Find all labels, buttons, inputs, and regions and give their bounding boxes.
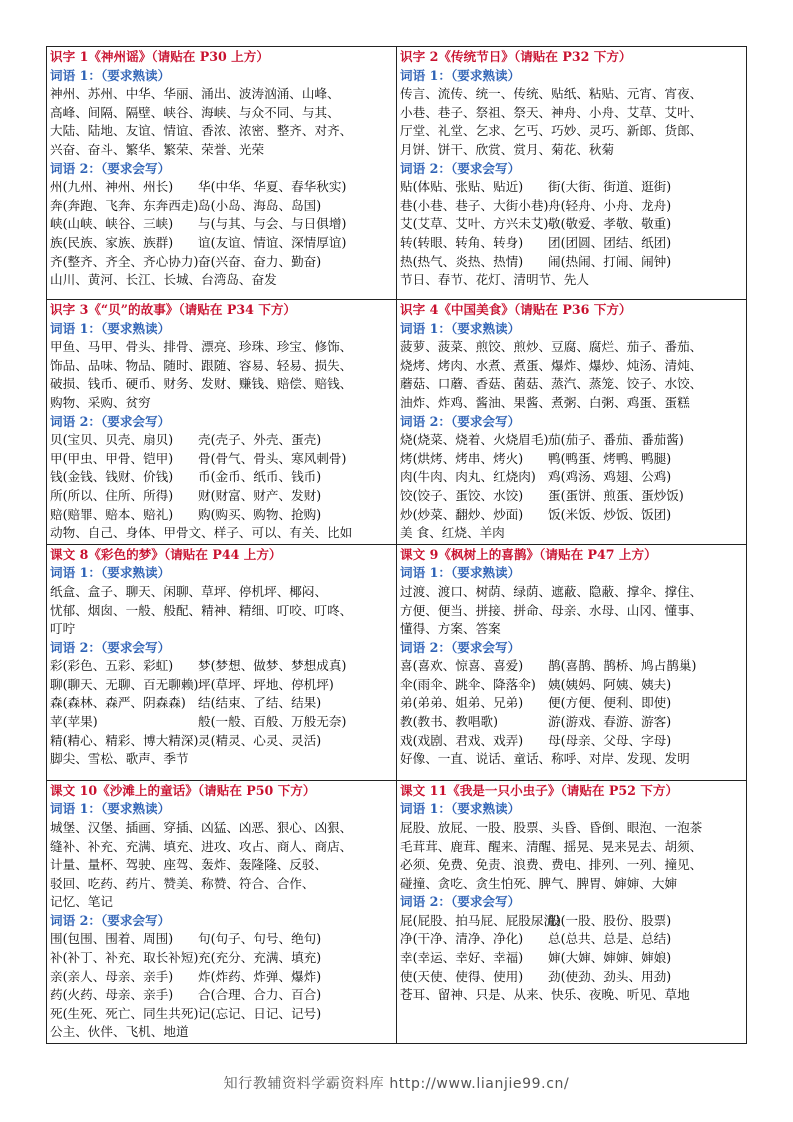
lesson-title: 识字 3《“贝”的故事》（请贴在 P34 下方） <box>50 302 297 317</box>
write-word-entry: 好像、一直、说话、童话、称呼、对岸、发现、发明 <box>400 751 690 767</box>
write-word-entry: 华(中华、华夏、春华秋实) <box>198 179 347 195</box>
read-words-heading: 词语 1：（要求熟读） <box>400 320 521 336</box>
write-words-line <box>400 468 743 487</box>
lesson-cell <box>47 780 397 1043</box>
write-word-entry: 奋(兴奋、奋力、勤奋) <box>198 253 322 269</box>
read-words-line: 烧烤、烤肉、水煮、煮蛋、爆炸、爆炒、炖汤、清炖、 <box>400 357 703 373</box>
write-word-entry: 美 食、红烧、羊肉 <box>400 525 505 541</box>
write-words-line <box>400 676 743 695</box>
write-words-line <box>50 732 393 751</box>
write-word-entry: 与(与其、与会、与日俱增) <box>198 216 347 232</box>
write-word-entry: 贴(体贴、张贴、贴近) <box>400 179 524 195</box>
write-words-line <box>50 1005 393 1024</box>
write-word-entry: 烤(烘烤、烤串、烤火) <box>400 450 524 466</box>
read-words-line: 纸盒、盒子、聊天、闲聊、草坪、停机坪、椰闷、 <box>50 583 328 599</box>
lesson-cell <box>397 780 747 1043</box>
read-words-line: 神州、苏州、中华、华丽、涌出、波涛汹涌、山峰、 <box>50 86 340 102</box>
write-word-entry: 彩(彩色、五彩、彩虹) <box>50 658 174 674</box>
write-words-line <box>400 524 743 543</box>
read-words-line: 高峰、间隔、隔壁、峡谷、海峡、与众不同、与其、 <box>50 104 340 120</box>
write-word-entry: 转(转眼、转角、转身) <box>400 234 524 250</box>
read-words-line: 菠萝、菠菜、煎饺、煎炒、豆腐、腐烂、茄子、番茄、 <box>400 339 703 355</box>
write-word-entry: 伞(雨伞、跳伞、降落伞) <box>400 676 536 692</box>
lesson-cell <box>47 47 397 300</box>
read-words-line: 购物、采购、贫穷 <box>50 394 151 410</box>
write-word-entry: 围(包围、围着、周围) <box>50 931 174 947</box>
write-word-entry: 记(忘记、日记、记号) <box>198 1005 322 1021</box>
write-word-entry: 骨(骨气、骨头、寒风刺骨) <box>198 450 347 466</box>
write-word-entry: 甲(甲虫、甲骨、铠甲) <box>50 450 174 466</box>
write-word-entry: 岛(小岛、海岛、岛国) <box>198 197 322 213</box>
write-words-line <box>50 524 393 543</box>
lesson-cell <box>47 300 397 545</box>
read-words-line: 必须、免费、免责、浪费、费电、排列、一列、撞见、 <box>400 857 703 873</box>
write-words-line <box>50 1023 393 1042</box>
write-word-entry: 舟(轻舟、小舟、龙舟) <box>548 197 672 213</box>
write-word-entry: 喜(喜欢、惊喜、喜爱) <box>400 658 524 674</box>
read-words-line: 记忆、笔记 <box>50 894 113 910</box>
write-word-entry: 合(合理、合力、百合) <box>198 987 322 1003</box>
write-word-entry: 齐(整齐、齐全、齐心协力) <box>50 253 199 269</box>
write-word-entry: 动物、自己、身体、甲骨文、样子、可以、有关、比如 <box>50 525 353 541</box>
read-words-line: 叮咛 <box>50 621 76 637</box>
write-word-entry: 鸭(鸭蛋、烤鸭、鸭腿) <box>548 450 672 466</box>
write-word-entry: 幸(幸运、幸好、幸福) <box>400 950 524 966</box>
write-word-entry: 坪(草坪、坪地、停机坪) <box>198 676 334 692</box>
write-words-line <box>400 657 743 676</box>
write-words-line <box>400 694 743 713</box>
write-words-heading: 词语 2：（要求会写） <box>50 160 171 176</box>
write-words-line <box>50 657 393 676</box>
write-word-entry: 补(补丁、补充、取长补短) <box>50 950 199 966</box>
write-word-entry: 鹊(喜鹊、鹊桥、鸠占鹊巢) <box>548 658 697 674</box>
write-words-heading: 词语 2：（要求会写） <box>400 413 521 429</box>
write-word-entry: 热(热气、炎热、热情) <box>400 253 524 269</box>
write-words-heading: 词语 2：（要求会写） <box>50 413 171 429</box>
write-word-entry: 劲(使劲、劲头、用劲) <box>548 968 672 984</box>
read-words-line: 破损、钱币、硬币、财务、发财、赚钱、赔偿、赔钱、 <box>50 376 353 392</box>
write-word-entry: 饺(饺子、蛋饺、水饺) <box>400 487 524 503</box>
write-word-entry: 姨(姨妈、阿姨、姨夫) <box>548 676 672 692</box>
write-words-line <box>400 732 743 751</box>
lesson-cell <box>47 544 397 780</box>
write-words-line <box>50 271 393 290</box>
write-words-line <box>400 431 743 450</box>
read-words-line: 懂得、方案、答案 <box>400 621 501 637</box>
write-words-line <box>50 468 393 487</box>
write-word-entry: 聊(聊天、无聊、百无聊赖) <box>50 676 199 692</box>
write-word-entry: 茄(茄子、番茄、番茄酱) <box>548 432 684 448</box>
write-word-entry: 苹(苹果) <box>50 714 98 730</box>
write-word-entry: 所(所以、住所、所得) <box>50 487 174 503</box>
read-words-line: 城堡、汉堡、插画、穿插、凶猛、凶恶、狠心、凶狠、 <box>50 819 353 835</box>
write-words-line <box>400 930 743 949</box>
write-word-entry: 节日、春节、花灯、清明节、先人 <box>400 272 589 288</box>
write-words-line <box>50 968 393 987</box>
write-word-entry: 总(总共、总是、总结) <box>548 931 672 947</box>
read-words-line: 缝补、补充、充满、填充、进攻、攻占、商人、商店、 <box>50 838 353 854</box>
write-words-line <box>400 487 743 506</box>
write-word-entry: 鸡(鸡汤、鸡翅、公鸡) <box>548 469 672 485</box>
table-row <box>47 544 747 780</box>
write-words-line <box>400 271 743 290</box>
write-words-line <box>400 450 743 469</box>
write-word-entry: 州(九州、神州、州长) <box>50 179 174 195</box>
read-words-line: 屁股、放屁、一股、股票、头昏、昏倒、眼泡、一泡茶 <box>400 819 703 835</box>
write-words-line <box>400 197 743 216</box>
write-word-entry: 饭(米饭、炒饭、饭团) <box>548 506 672 522</box>
write-words-line <box>50 694 393 713</box>
write-word-entry: 母(母亲、父母、字母) <box>548 732 672 748</box>
write-words-line <box>50 487 393 506</box>
write-words-line <box>400 968 743 987</box>
write-word-entry: 贝(宝贝、贝壳、扇贝) <box>50 432 174 448</box>
write-word-entry: 药(火药、母亲、亲手) <box>50 987 174 1003</box>
write-word-entry: 钱(金钱、钱财、价钱) <box>50 469 174 485</box>
lesson-title: 课文 11《我是一只小虫子》（请贴在 P52 下方） <box>400 782 679 798</box>
write-words-line <box>50 450 393 469</box>
write-word-entry: 蛋(蛋饼、煎蛋、蛋炒饭) <box>548 487 684 503</box>
write-words-heading: 词语 2：（要求会写） <box>400 160 521 176</box>
write-word-entry: 艾(艾草、艾叶、方兴未艾) <box>400 216 549 232</box>
write-words-line <box>50 750 393 769</box>
write-words-heading: 词语 2：（要求会写） <box>400 639 521 655</box>
write-word-entry: 便(方便、便利、即使) <box>548 695 672 711</box>
lesson-cell <box>397 47 747 300</box>
read-words-heading: 词语 1：（要求熟读） <box>50 565 171 581</box>
table-row <box>47 780 747 1043</box>
write-words-line <box>50 431 393 450</box>
write-word-entry: 团(团圆、团结、纸团) <box>548 234 672 250</box>
write-word-entry: 脚尖、雪松、歌声、季节 <box>50 751 189 767</box>
write-words-heading: 词语 2：（要求会写） <box>50 912 171 928</box>
read-words-line: 计量、量杯、驾驶、座驾、轰炸、轰隆隆、反驳、 <box>50 857 328 873</box>
write-word-entry: 谊(友谊、情谊、深情厚谊) <box>198 234 347 250</box>
write-word-entry: 森(森林、森严、阴森森) <box>50 695 186 711</box>
write-word-entry: 使(天使、使得、使用) <box>400 968 524 984</box>
write-word-entry: 闹(热闹、打闹、闹钟) <box>548 253 672 269</box>
read-words-line: 碰撞、贪吃、贪生怕死、脾气、脾胃、婶婶、大婶 <box>400 875 678 891</box>
write-words-heading: 词语 2：（要求会写） <box>400 894 521 910</box>
read-words-heading: 词语 1：（要求熟读） <box>400 67 521 83</box>
read-words-line: 大陆、陆地、友谊、情谊、香浓、浓密、整齐、对齐、 <box>50 123 353 139</box>
write-word-entry: 币(金币、纸币、钱币) <box>198 469 322 485</box>
write-words-line <box>400 750 743 769</box>
read-words-line: 甲鱼、马甲、骨头、排骨、漂亮、珍珠、珍宝、修饰、 <box>50 339 353 355</box>
read-words-line: 厅堂、礼堂、乞求、乞丐、巧妙、灵巧、新郎、货郎、 <box>400 123 703 139</box>
write-words-line <box>50 713 393 732</box>
write-word-entry: 戏(戏剧、君戏、戏弄) <box>400 732 524 748</box>
write-word-entry: 教(教书、教唱歌) <box>400 714 498 730</box>
write-words-heading: 词语 2：（要求会写） <box>50 639 171 655</box>
write-word-entry: 婶(大婶、婶婶、婶娘) <box>548 950 672 966</box>
read-words-line: 驳回、吃药、药片、赞美、称赞、符合、合作、 <box>50 875 315 891</box>
write-words-line <box>400 986 743 1005</box>
write-word-entry: 精(精心、精彩、博大精深) <box>50 732 199 748</box>
lesson-title: 课文 9《枫树上的喜鹊》（请贴在 P47 上方） <box>400 546 657 562</box>
write-words-line <box>50 253 393 272</box>
write-word-entry: 亲(亲人、母亲、亲手) <box>50 968 174 984</box>
write-word-entry: 游(游戏、春游、游客) <box>548 714 672 730</box>
write-words-line <box>50 178 393 197</box>
lesson-title: 识字 2《传统节日》（请贴在 P32 下方） <box>400 49 632 64</box>
write-words-line <box>400 253 743 272</box>
write-words-line <box>50 197 393 216</box>
read-words-line: 传言、流传、统一、传统、贴纸、粘贴、元宵、宵夜、 <box>400 86 703 102</box>
read-words-heading: 词语 1：（要求熟读） <box>50 67 171 83</box>
table-row <box>47 300 747 545</box>
write-word-entry: 赔(赔罪、赔本、赔礼) <box>50 506 174 522</box>
lesson-title: 课文 10《沙滩上的童话》（请贴在 P50 下方） <box>50 782 316 798</box>
write-word-entry: 苍耳、留神、只是、从来、快乐、夜晚、听见、草地 <box>400 987 690 1003</box>
write-word-entry: 炸(炸药、炸弹、爆炸) <box>198 968 322 984</box>
write-words-line <box>400 234 743 253</box>
read-words-line: 蘑菇、口蘑、香菇、菌菇、蒸汽、蒸笼、饺子、水饺、 <box>400 376 703 392</box>
write-word-entry: 奔(奔跑、飞奔、东奔西走) <box>50 197 199 213</box>
read-words-line: 方便、便当、拼接、拼命、母亲、水母、山冈、懂事、 <box>400 602 703 618</box>
table-row <box>47 47 747 300</box>
write-word-entry: 壳(壳子、外壳、蛋壳) <box>198 432 322 448</box>
footer-watermark: 知行教辅资料学霸资料库 http://www.lianjie99.cn/ <box>223 1076 570 1092</box>
write-word-entry: 结(结束、了结、结果) <box>198 695 322 711</box>
write-word-entry: 净(干净、清净、净化) <box>400 931 524 947</box>
read-words-heading: 词语 1：（要求熟读） <box>400 565 521 581</box>
read-words-line: 月饼、饼干、欣赏、赏月、菊花、秋菊 <box>400 141 615 157</box>
read-words-line: 忧郁、烟囱、一般、般配、精神、精细、叮咬、叮咚、 <box>50 602 353 618</box>
write-word-entry: 财(财富、财产、发财) <box>198 487 322 503</box>
lesson-title: 识字 1《神州谣》（请贴在 P30 上方） <box>50 49 269 64</box>
write-word-entry: 烧(烧菜、烧着、火烧眉毛) <box>400 432 549 448</box>
read-words-heading: 词语 1：（要求熟读） <box>50 320 171 336</box>
write-word-entry: 巷(小巷、巷子、大街小巷) <box>400 197 549 213</box>
read-words-line: 饰品、品味、物品、随时、跟随、容易、轻易、损失、 <box>50 357 353 373</box>
write-word-entry: 肉(牛肉、肉丸、红烧肉) <box>400 469 536 485</box>
write-word-entry: 梦(梦想、做梦、梦想成真) <box>198 658 347 674</box>
write-word-entry: 族(民族、家族、族群) <box>50 234 174 250</box>
write-word-entry: 公主、伙伴、飞机、地道 <box>50 1024 189 1040</box>
write-word-entry: 股(一股、股份、股票) <box>548 912 672 928</box>
read-words-heading: 词语 1：（要求熟读） <box>400 801 521 817</box>
write-word-entry: 山川、黄河、长江、长城、台湾岛、奋发 <box>50 272 277 288</box>
write-word-entry: 炒(炒菜、翻炒、炒面) <box>400 506 524 522</box>
lesson-cell <box>397 544 747 780</box>
vocabulary-table <box>46 46 747 1044</box>
lesson-title: 课文 8《彩色的梦》（请贴在 P44 上方） <box>50 546 282 562</box>
read-words-line: 油炸、炸鸡、酱油、果酱、煮粥、白粥、鸡蛋、蛋糕 <box>400 394 690 410</box>
lesson-cell <box>397 300 747 545</box>
read-words-line: 兴奋、奋斗、繁华、繁荣、荣誉、光荣 <box>50 141 265 157</box>
write-word-entry: 峡(山峡、峡谷、三峡) <box>50 216 174 232</box>
write-words-line <box>50 949 393 968</box>
write-words-line <box>50 930 393 949</box>
lesson-title: 识字 4《中国美食》（请贴在 P36 下方） <box>400 302 632 317</box>
read-words-line: 小巷、巷子、祭祖、祭天、神舟、小舟、艾草、艾叶、 <box>400 104 703 120</box>
read-words-heading: 词语 1：（要求熟读） <box>50 801 171 817</box>
write-words-line <box>400 178 743 197</box>
write-word-entry: 灵(精灵、心灵、灵活) <box>198 732 322 748</box>
write-words-line <box>400 506 743 525</box>
write-words-line <box>400 949 743 968</box>
write-words-line <box>50 506 393 525</box>
write-word-entry: 句(句子、句号、绝句) <box>198 931 322 947</box>
write-words-line <box>400 215 743 234</box>
write-words-line <box>400 912 743 931</box>
write-word-entry: 街(大街、街道、逛街) <box>548 179 672 195</box>
write-words-line <box>50 986 393 1005</box>
write-words-line <box>50 676 393 695</box>
write-word-entry: 般(一般、百般、万般无奈) <box>198 714 347 730</box>
write-word-entry: 弟(弟弟、姐弟、兄弟) <box>400 695 524 711</box>
write-word-entry: 死(生死、死亡、同生共死) <box>50 1005 199 1021</box>
read-words-line: 毛茸茸、鹿茸、醒来、清醒、摇晃、晃来晃去、胡须、 <box>400 838 703 854</box>
write-words-line <box>50 215 393 234</box>
write-words-line <box>50 234 393 253</box>
write-word-entry: 屁(屁股、拍马屁、屁股尿流) <box>400 912 561 928</box>
write-word-entry: 敬(敬爱、孝敬、敬重) <box>548 216 672 232</box>
write-words-line <box>400 713 743 732</box>
write-word-entry: 购(购买、购物、抢购) <box>198 506 322 522</box>
write-word-entry: 充(充分、充满、填充) <box>198 950 322 966</box>
read-words-line: 过渡、渡口、树荫、绿荫、遮蔽、隐蔽、撑伞、撑住、 <box>400 583 703 599</box>
